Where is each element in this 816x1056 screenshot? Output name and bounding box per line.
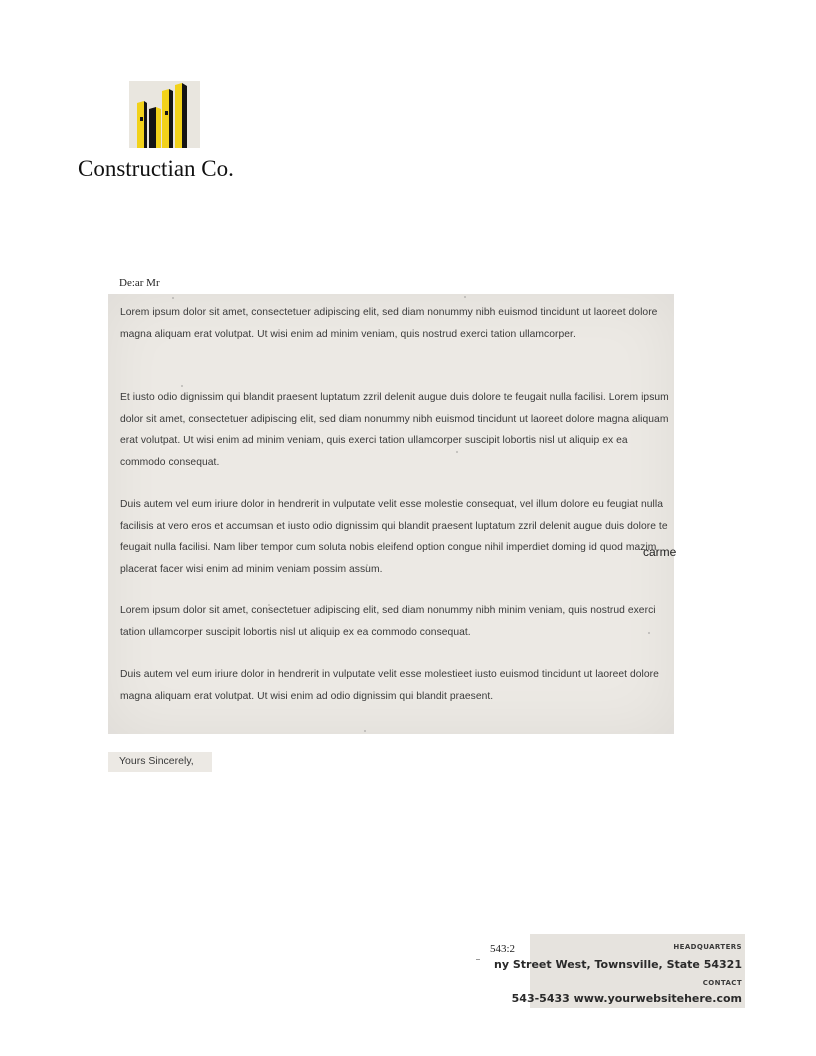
letter-salutation: De:ar Mr	[119, 277, 160, 289]
paragraph-4: Lorem ipsum dolor sit amet, consectetuer adipiscing elit, sed diam nonummy nibh minim veniam, quis nostrud exerci tation ullamcorper suscipit lobortis nisl ut aliquip ex ea commodo consequat.	[120, 605, 656, 638]
closing-text: Yours Sincerely,	[119, 755, 194, 767]
paragraph-2: Et iusto odio dignissim qui blandit praesent luptatum zzril delenit augue duis dolore te feugait nulla facilisi. Lorem ipsum dolor sit amet, consectetuer adipiscing elit, sed diam nonummy nibh euismod tincidunt ut laoreet dolore magna aliquam erat volutpat. Ut wisi enim ad minim veniam, quis exerci tation ullamcorper suscipit lobortis nisl ut aliquip ex ea commodo consequat.	[120, 392, 669, 468]
paragraph-5: Duis autem vel eum iriure dolor in hendrerit in vulputate velit esse molestieet iusto euismod tincidunt ut laoreet dolore magna aliquam erat volutpat. Ut wisi enim ad odio dignissim qui blandit praesent.	[120, 669, 659, 702]
contact-details: 543-5433 www.yourwebsitehere.com	[511, 992, 742, 1005]
headquarters-address: ny Street West, Townsville, State 54321	[494, 958, 742, 971]
letter-body	[108, 294, 677, 734]
headquarters-label: HEADQUARTERS	[673, 943, 742, 951]
paragraph-3: Duis autem vel eum iriure dolor in hendrerit in vulputate velit esse molestie consequat, vel illum dolore eu feugiat nulla facilisis at vero eros et accumsan et iusto odio dignissim qui blandit praesent luptatum zzril delenit augue duis dolore te feugait nulla facilisi. Nam liber tempor cum soluta nobis eleifend option congue nihil imperdiet doming id quod mazim placerat facer wisi enim ad minim veniam possim assum.	[120, 499, 668, 575]
company-name: Constructian Co.	[78, 156, 234, 181]
footer-divider	[476, 959, 480, 960]
building-logo-icon	[129, 81, 200, 148]
company-logo	[129, 81, 200, 148]
paragraph-1: Lorem ipsum dolor sit amet, consectetuer adipiscing elit, sed diam nonummy nibh euismod tincidunt ut laoreet dolore magna aliquam erat volutpat. Ut wisi enim ad minim veniam, quis nostrud exerci tation ullamcorper.	[120, 307, 658, 340]
overlay-word: carme	[643, 545, 677, 559]
letter-closing	[108, 752, 212, 772]
contact-label: CONTACT	[702, 979, 742, 987]
footer-page-number: 543:2	[490, 943, 516, 955]
footer-contact-card	[494, 934, 745, 1008]
